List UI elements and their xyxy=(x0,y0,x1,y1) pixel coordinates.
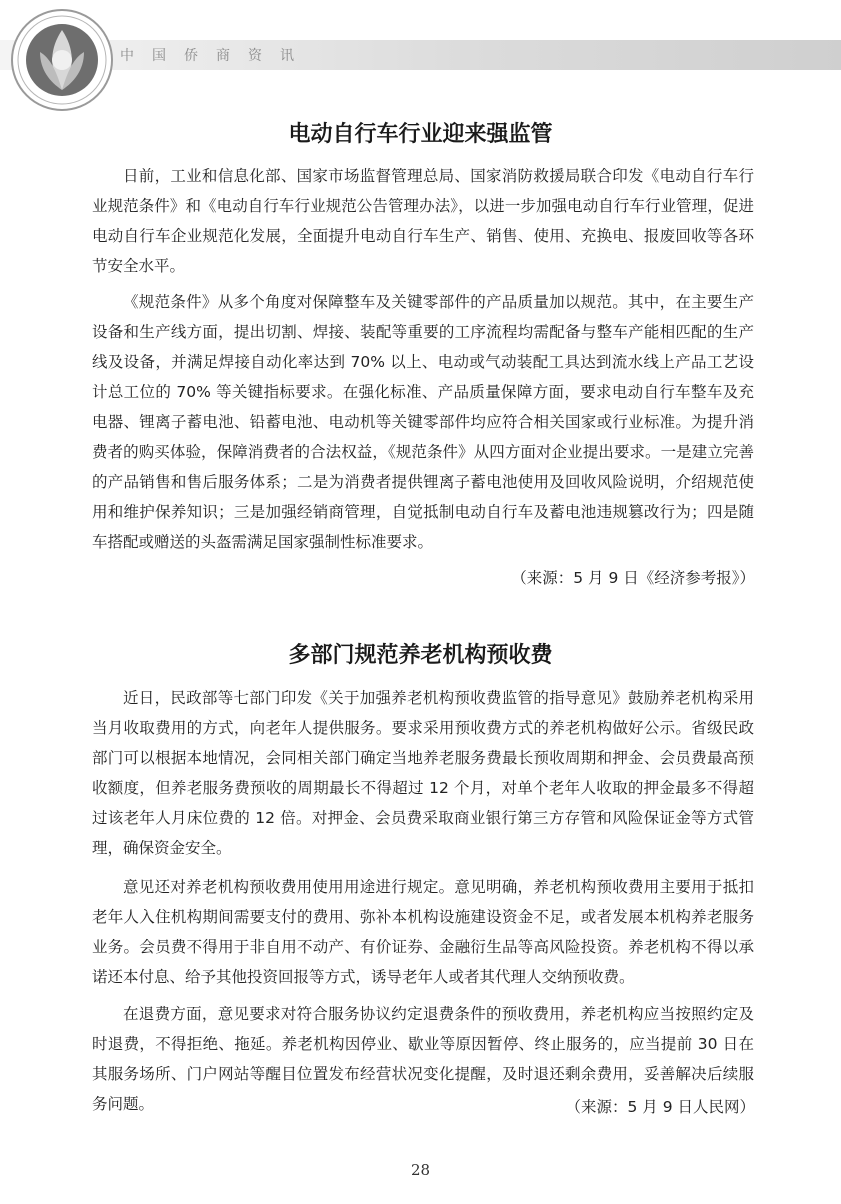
article-source: （来源：5 月 9 日人民网） xyxy=(565,1098,755,1116)
header-bar xyxy=(0,40,841,70)
page-number: 28 xyxy=(410,1161,431,1179)
article-paragraph: 在退费方面，意见要求对符合服务协议约定退费条件的预收费用，养老机构应当按照约定及时退费，不得拒绝、拖延。养老机构因停业、歇业等原因暂停、终止服务的，应当提前 30 日在其服务场所、门户网站等醒目位置发布经营状况变化提醒，及时退还剩余费用，妥善解决后续服务问题。 xyxy=(92,1005,754,1113)
article-paragraph: 日前，工业和信息化部、国家市场监督管理总局、国家消防救援局联合印发《电动自行车行业规范条件》和《电动自行车行业规范公告管理办法》，以进一步加强电动自行车行业管理，促进电动自行车企业规范化发展，全面提升电动自行车生产、销售、使用、充换电、报废回收等各环节安全水平。 xyxy=(92,167,754,275)
header-title: 中国侨商资讯 xyxy=(120,48,312,64)
article-source: （来源：5 月 9 日《经济参考报》） xyxy=(511,569,755,587)
organization-logo xyxy=(10,8,114,112)
article-paragraph: 近日，民政部等七部门印发《关于加强养老机构预收费监管的指导意见》鼓励养老机构采用当月收取费用的方式，向老年人提供服务。要求采用预收费方式的养老机构做好公示。省级民政部门可以根据本地情况，会同相关部门确定当地养老服务费最长预收周期和押金、会员费最高预收额度，但养老服务费预收的周期最长不得超过 12 个月，对单个老年人收取的押金最多不得超过该老年人月床位费的 12 倍。对押金、会员费采取商业银行第三方存管和风险保证金等方式管理，确保资金安全。 xyxy=(92,689,754,857)
article-title: 多部门规范养老机构预收费 xyxy=(288,643,553,668)
article-paragraph: 意见还对养老机构预收费用使用用途进行规定。意见明确，养老机构预收费用主要用于抵扣老年人入住机构期间需要支付的费用、弥补本机构设施建设资金不足，或者发展本机构养老服务业务。会员费不得用于非自用不动产、有价证券、金融衍生品等高风险投资。养老机构不得以承诺还本付息、给予其他投资回报等方式，诱导老年人或者其代理人交纳预收费。 xyxy=(92,878,754,986)
article-paragraph: 《规范条件》从多个角度对保障整车及关键零部件的产品质量加以规范。其中，在主要生产设备和生产线方面，提出切割、焊接、装配等重要的工序流程均需配备与整车产能相匹配的生产线及设备，并满足焊接自动化率达到 70% 以上、电动或气动装配工具达到流水线上产品工艺设计总工位的 70% 等关键指标要求。在强化标准、产品质量保障方面，要求电动自行车整车及充电器、锂离子蓄电池、铅蓄电池、电动机等关键零部件均应符合相关国家或行业标准。为提升消费者的购买体验，保障消费者的合法权益，《规范条件》从四方面对企业提出要求。一是建立完善的产品销售和售后服务体系；二是为消费者提供锂离子蓄电池使用及回收风险说明，介绍规范使用和维护保养知识；三是加强经销商管理，自觉抵制电动自行车及蓄电池违规篡改行为；四是随车搭配或赠送的头盔需满足国家强制性标准要求。 xyxy=(92,293,754,551)
article-title: 电动自行车行业迎来强监管 xyxy=(288,122,553,147)
